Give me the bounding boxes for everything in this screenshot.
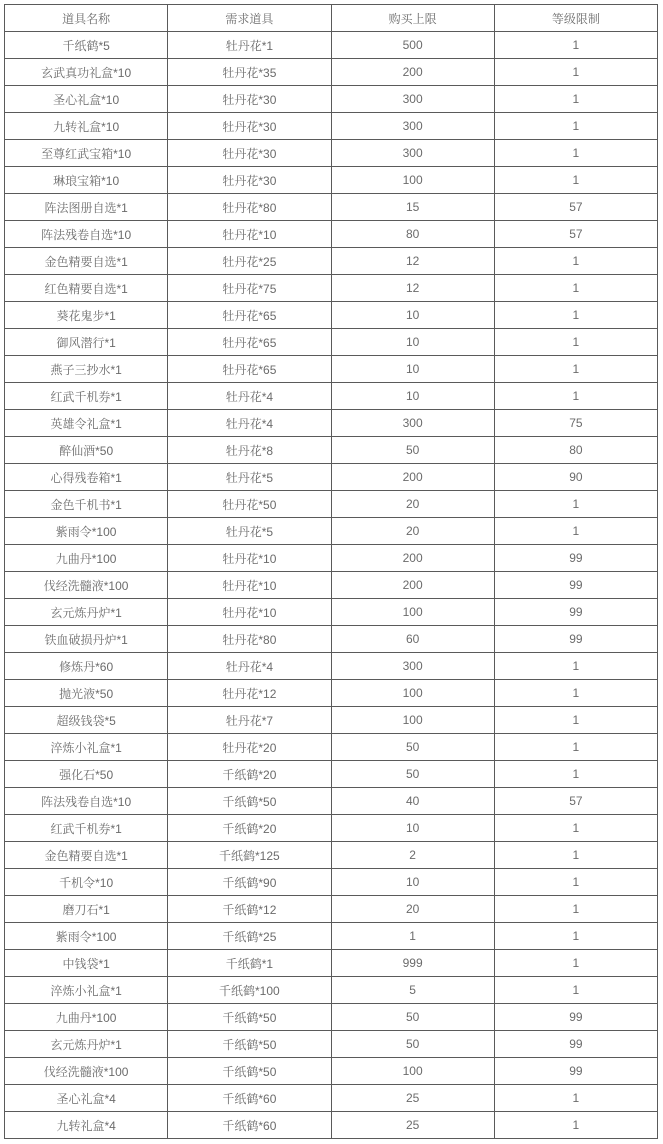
cell-required-item: 牡丹花*10 <box>168 221 331 248</box>
cell-purchase-limit: 12 <box>331 275 494 302</box>
cell-level-limit: 1 <box>494 707 657 734</box>
cell-item-name: 醉仙酒*50 <box>5 437 168 464</box>
cell-required-item: 千纸鹤*20 <box>168 761 331 788</box>
cell-purchase-limit: 100 <box>331 707 494 734</box>
cell-level-limit: 1 <box>494 329 657 356</box>
cell-purchase-limit: 50 <box>331 1031 494 1058</box>
table-row <box>5 977 658 1004</box>
cell-purchase-limit: 200 <box>331 59 494 86</box>
item-table-body <box>5 32 658 1139</box>
table-row <box>5 842 658 869</box>
cell-level-limit: 57 <box>494 788 657 815</box>
cell-level-limit: 1 <box>494 113 657 140</box>
cell-required-item: 牡丹花*30 <box>168 86 331 113</box>
cell-purchase-limit: 200 <box>331 572 494 599</box>
cell-level-limit: 99 <box>494 545 657 572</box>
cell-item-name: 九曲丹*100 <box>5 545 168 572</box>
cell-item-name: 玄元炼丹炉*1 <box>5 1031 168 1058</box>
column-header-required-item: 需求道具 <box>168 5 331 32</box>
cell-item-name: 御风潜行*1 <box>5 329 168 356</box>
cell-required-item: 牡丹花*4 <box>168 383 331 410</box>
cell-level-limit: 1 <box>494 977 657 1004</box>
cell-purchase-limit: 999 <box>331 950 494 977</box>
cell-level-limit: 1 <box>494 815 657 842</box>
table-row <box>5 1031 658 1058</box>
cell-purchase-limit: 100 <box>331 599 494 626</box>
cell-level-limit: 99 <box>494 599 657 626</box>
cell-level-limit: 99 <box>494 1058 657 1085</box>
cell-level-limit: 1 <box>494 248 657 275</box>
table-row <box>5 302 658 329</box>
cell-purchase-limit: 200 <box>331 464 494 491</box>
table-row <box>5 896 658 923</box>
cell-required-item: 牡丹花*75 <box>168 275 331 302</box>
cell-item-name: 至尊红武宝箱*10 <box>5 140 168 167</box>
cell-item-name: 伐经洗髓液*100 <box>5 1058 168 1085</box>
table-row <box>5 653 658 680</box>
cell-item-name: 阵法残卷自选*10 <box>5 221 168 248</box>
cell-level-limit: 1 <box>494 86 657 113</box>
cell-level-limit: 1 <box>494 734 657 761</box>
cell-required-item: 牡丹花*20 <box>168 734 331 761</box>
cell-required-item: 牡丹花*10 <box>168 572 331 599</box>
cell-purchase-limit: 200 <box>331 545 494 572</box>
cell-required-item: 牡丹花*80 <box>168 194 331 221</box>
table-row <box>5 626 658 653</box>
cell-purchase-limit: 20 <box>331 491 494 518</box>
cell-item-name: 红武千机券*1 <box>5 383 168 410</box>
cell-item-name: 玄武真功礼盒*10 <box>5 59 168 86</box>
cell-required-item: 千纸鹤*20 <box>168 815 331 842</box>
cell-purchase-limit: 100 <box>331 167 494 194</box>
cell-item-name: 金色精要自选*1 <box>5 248 168 275</box>
cell-level-limit: 75 <box>494 410 657 437</box>
table-row <box>5 1058 658 1085</box>
cell-item-name: 千纸鹤*5 <box>5 32 168 59</box>
table-row <box>5 869 658 896</box>
cell-level-limit: 1 <box>494 896 657 923</box>
table-row <box>5 221 658 248</box>
cell-required-item: 千纸鹤*50 <box>168 1004 331 1031</box>
cell-item-name: 九转礼盒*10 <box>5 113 168 140</box>
cell-item-name: 玄元炼丹炉*1 <box>5 599 168 626</box>
table-row <box>5 761 658 788</box>
column-header-item-name: 道具名称 <box>5 5 168 32</box>
cell-purchase-limit: 50 <box>331 761 494 788</box>
cell-purchase-limit: 25 <box>331 1085 494 1112</box>
cell-required-item: 牡丹花*12 <box>168 680 331 707</box>
cell-level-limit: 1 <box>494 356 657 383</box>
cell-level-limit: 80 <box>494 437 657 464</box>
cell-item-name: 超级钱袋*5 <box>5 707 168 734</box>
table-row <box>5 734 658 761</box>
cell-required-item: 牡丹花*25 <box>168 248 331 275</box>
cell-level-limit: 1 <box>494 302 657 329</box>
table-row <box>5 464 658 491</box>
cell-purchase-limit: 50 <box>331 1004 494 1031</box>
cell-item-name: 燕子三抄水*1 <box>5 356 168 383</box>
cell-required-item: 牡丹花*35 <box>168 59 331 86</box>
cell-level-limit: 1 <box>494 761 657 788</box>
cell-purchase-limit: 100 <box>331 1058 494 1085</box>
table-row <box>5 248 658 275</box>
cell-required-item: 牡丹花*65 <box>168 329 331 356</box>
cell-purchase-limit: 20 <box>331 896 494 923</box>
cell-item-name: 心得残卷箱*1 <box>5 464 168 491</box>
header-row <box>5 5 658 32</box>
cell-required-item: 牡丹花*4 <box>168 410 331 437</box>
cell-purchase-limit: 1 <box>331 923 494 950</box>
cell-purchase-limit: 12 <box>331 248 494 275</box>
cell-purchase-limit: 25 <box>331 1112 494 1139</box>
table-row <box>5 194 658 221</box>
table-row <box>5 410 658 437</box>
cell-purchase-limit: 100 <box>331 680 494 707</box>
cell-required-item: 牡丹花*30 <box>168 113 331 140</box>
cell-level-limit: 57 <box>494 194 657 221</box>
cell-purchase-limit: 80 <box>331 221 494 248</box>
table-row <box>5 923 658 950</box>
cell-level-limit: 1 <box>494 1112 657 1139</box>
cell-level-limit: 1 <box>494 869 657 896</box>
cell-required-item: 千纸鹤*60 <box>168 1085 331 1112</box>
cell-level-limit: 1 <box>494 923 657 950</box>
table-row <box>5 950 658 977</box>
cell-required-item: 千纸鹤*125 <box>168 842 331 869</box>
cell-item-name: 阵法图册自选*1 <box>5 194 168 221</box>
table-row <box>5 707 658 734</box>
table-row <box>5 491 658 518</box>
table-row <box>5 572 658 599</box>
cell-item-name: 葵花鬼步*1 <box>5 302 168 329</box>
cell-required-item: 千纸鹤*90 <box>168 869 331 896</box>
column-header-level-limit: 等级限制 <box>494 5 657 32</box>
cell-purchase-limit: 10 <box>331 356 494 383</box>
cell-purchase-limit: 300 <box>331 86 494 113</box>
cell-required-item: 牡丹花*8 <box>168 437 331 464</box>
table-row <box>5 32 658 59</box>
cell-required-item: 牡丹花*30 <box>168 140 331 167</box>
cell-level-limit: 1 <box>494 167 657 194</box>
table-row <box>5 59 658 86</box>
table-row <box>5 518 658 545</box>
cell-item-name: 淬炼小礼盒*1 <box>5 734 168 761</box>
cell-level-limit: 1 <box>494 680 657 707</box>
cell-item-name: 抛光液*50 <box>5 680 168 707</box>
table-row <box>5 437 658 464</box>
cell-purchase-limit: 10 <box>331 302 494 329</box>
cell-required-item: 牡丹花*1 <box>168 32 331 59</box>
cell-level-limit: 1 <box>494 842 657 869</box>
cell-item-name: 淬炼小礼盒*1 <box>5 977 168 1004</box>
cell-required-item: 千纸鹤*1 <box>168 950 331 977</box>
cell-level-limit: 1 <box>494 950 657 977</box>
cell-item-name: 千机令*10 <box>5 869 168 896</box>
table-row <box>5 1112 658 1139</box>
cell-purchase-limit: 50 <box>331 734 494 761</box>
cell-level-limit: 99 <box>494 626 657 653</box>
cell-item-name: 金色精要自选*1 <box>5 842 168 869</box>
cell-level-limit: 1 <box>494 32 657 59</box>
cell-item-name: 九曲丹*100 <box>5 1004 168 1031</box>
cell-required-item: 千纸鹤*60 <box>168 1112 331 1139</box>
cell-purchase-limit: 10 <box>331 815 494 842</box>
cell-purchase-limit: 60 <box>331 626 494 653</box>
cell-required-item: 牡丹花*5 <box>168 464 331 491</box>
cell-required-item: 千纸鹤*12 <box>168 896 331 923</box>
cell-item-name: 阵法残卷自选*10 <box>5 788 168 815</box>
cell-required-item: 牡丹花*50 <box>168 491 331 518</box>
cell-level-limit: 1 <box>494 1085 657 1112</box>
cell-required-item: 千纸鹤*50 <box>168 788 331 815</box>
cell-item-name: 红武千机券*1 <box>5 815 168 842</box>
cell-item-name: 紫雨令*100 <box>5 923 168 950</box>
cell-required-item: 牡丹花*10 <box>168 545 331 572</box>
table-row <box>5 680 658 707</box>
item-exchange-table <box>4 4 658 1139</box>
cell-required-item: 牡丹花*65 <box>168 356 331 383</box>
table-row <box>5 167 658 194</box>
cell-item-name: 琳琅宝箱*10 <box>5 167 168 194</box>
table-row <box>5 383 658 410</box>
cell-required-item: 牡丹花*65 <box>168 302 331 329</box>
table-header <box>5 5 658 32</box>
table-row <box>5 329 658 356</box>
cell-item-name: 九转礼盒*4 <box>5 1112 168 1139</box>
cell-required-item: 牡丹花*80 <box>168 626 331 653</box>
cell-purchase-limit: 300 <box>331 410 494 437</box>
cell-level-limit: 1 <box>494 383 657 410</box>
cell-level-limit: 1 <box>494 653 657 680</box>
cell-level-limit: 1 <box>494 518 657 545</box>
cell-purchase-limit: 40 <box>331 788 494 815</box>
table-row <box>5 275 658 302</box>
cell-item-name: 铁血破损丹炉*1 <box>5 626 168 653</box>
cell-level-limit: 99 <box>494 1004 657 1031</box>
cell-level-limit: 1 <box>494 275 657 302</box>
cell-purchase-limit: 300 <box>331 140 494 167</box>
cell-purchase-limit: 50 <box>331 437 494 464</box>
table-row <box>5 788 658 815</box>
cell-level-limit: 90 <box>494 464 657 491</box>
cell-purchase-limit: 5 <box>331 977 494 1004</box>
cell-required-item: 千纸鹤*100 <box>168 977 331 1004</box>
table-row <box>5 113 658 140</box>
cell-item-name: 圣心礼盒*10 <box>5 86 168 113</box>
table-row <box>5 545 658 572</box>
table-row <box>5 1085 658 1112</box>
cell-purchase-limit: 300 <box>331 653 494 680</box>
cell-required-item: 牡丹花*30 <box>168 167 331 194</box>
cell-required-item: 牡丹花*10 <box>168 599 331 626</box>
cell-level-limit: 1 <box>494 59 657 86</box>
cell-required-item: 千纸鹤*25 <box>168 923 331 950</box>
cell-purchase-limit: 20 <box>331 518 494 545</box>
table-row <box>5 599 658 626</box>
cell-item-name: 红色精要自选*1 <box>5 275 168 302</box>
column-header-purchase-limit: 购买上限 <box>331 5 494 32</box>
cell-item-name: 中钱袋*1 <box>5 950 168 977</box>
cell-purchase-limit: 2 <box>331 842 494 869</box>
cell-level-limit: 1 <box>494 491 657 518</box>
cell-purchase-limit: 500 <box>331 32 494 59</box>
cell-required-item: 牡丹花*7 <box>168 707 331 734</box>
cell-item-name: 金色千机书*1 <box>5 491 168 518</box>
cell-required-item: 千纸鹤*50 <box>168 1058 331 1085</box>
cell-required-item: 千纸鹤*50 <box>168 1031 331 1058</box>
table-row <box>5 356 658 383</box>
cell-required-item: 牡丹花*4 <box>168 653 331 680</box>
cell-required-item: 牡丹花*5 <box>168 518 331 545</box>
cell-purchase-limit: 10 <box>331 869 494 896</box>
cell-level-limit: 99 <box>494 572 657 599</box>
cell-item-name: 圣心礼盒*4 <box>5 1085 168 1112</box>
cell-item-name: 英雄令礼盒*1 <box>5 410 168 437</box>
cell-item-name: 伐经洗髓液*100 <box>5 572 168 599</box>
table-row <box>5 86 658 113</box>
cell-item-name: 紫雨令*100 <box>5 518 168 545</box>
cell-level-limit: 57 <box>494 221 657 248</box>
cell-level-limit: 1 <box>494 140 657 167</box>
cell-item-name: 磨刀石*1 <box>5 896 168 923</box>
cell-purchase-limit: 10 <box>331 383 494 410</box>
table-row <box>5 1004 658 1031</box>
table-row <box>5 140 658 167</box>
table-row <box>5 815 658 842</box>
cell-level-limit: 99 <box>494 1031 657 1058</box>
cell-purchase-limit: 15 <box>331 194 494 221</box>
cell-purchase-limit: 300 <box>331 113 494 140</box>
cell-item-name: 强化石*50 <box>5 761 168 788</box>
cell-item-name: 修炼丹*60 <box>5 653 168 680</box>
cell-purchase-limit: 10 <box>331 329 494 356</box>
